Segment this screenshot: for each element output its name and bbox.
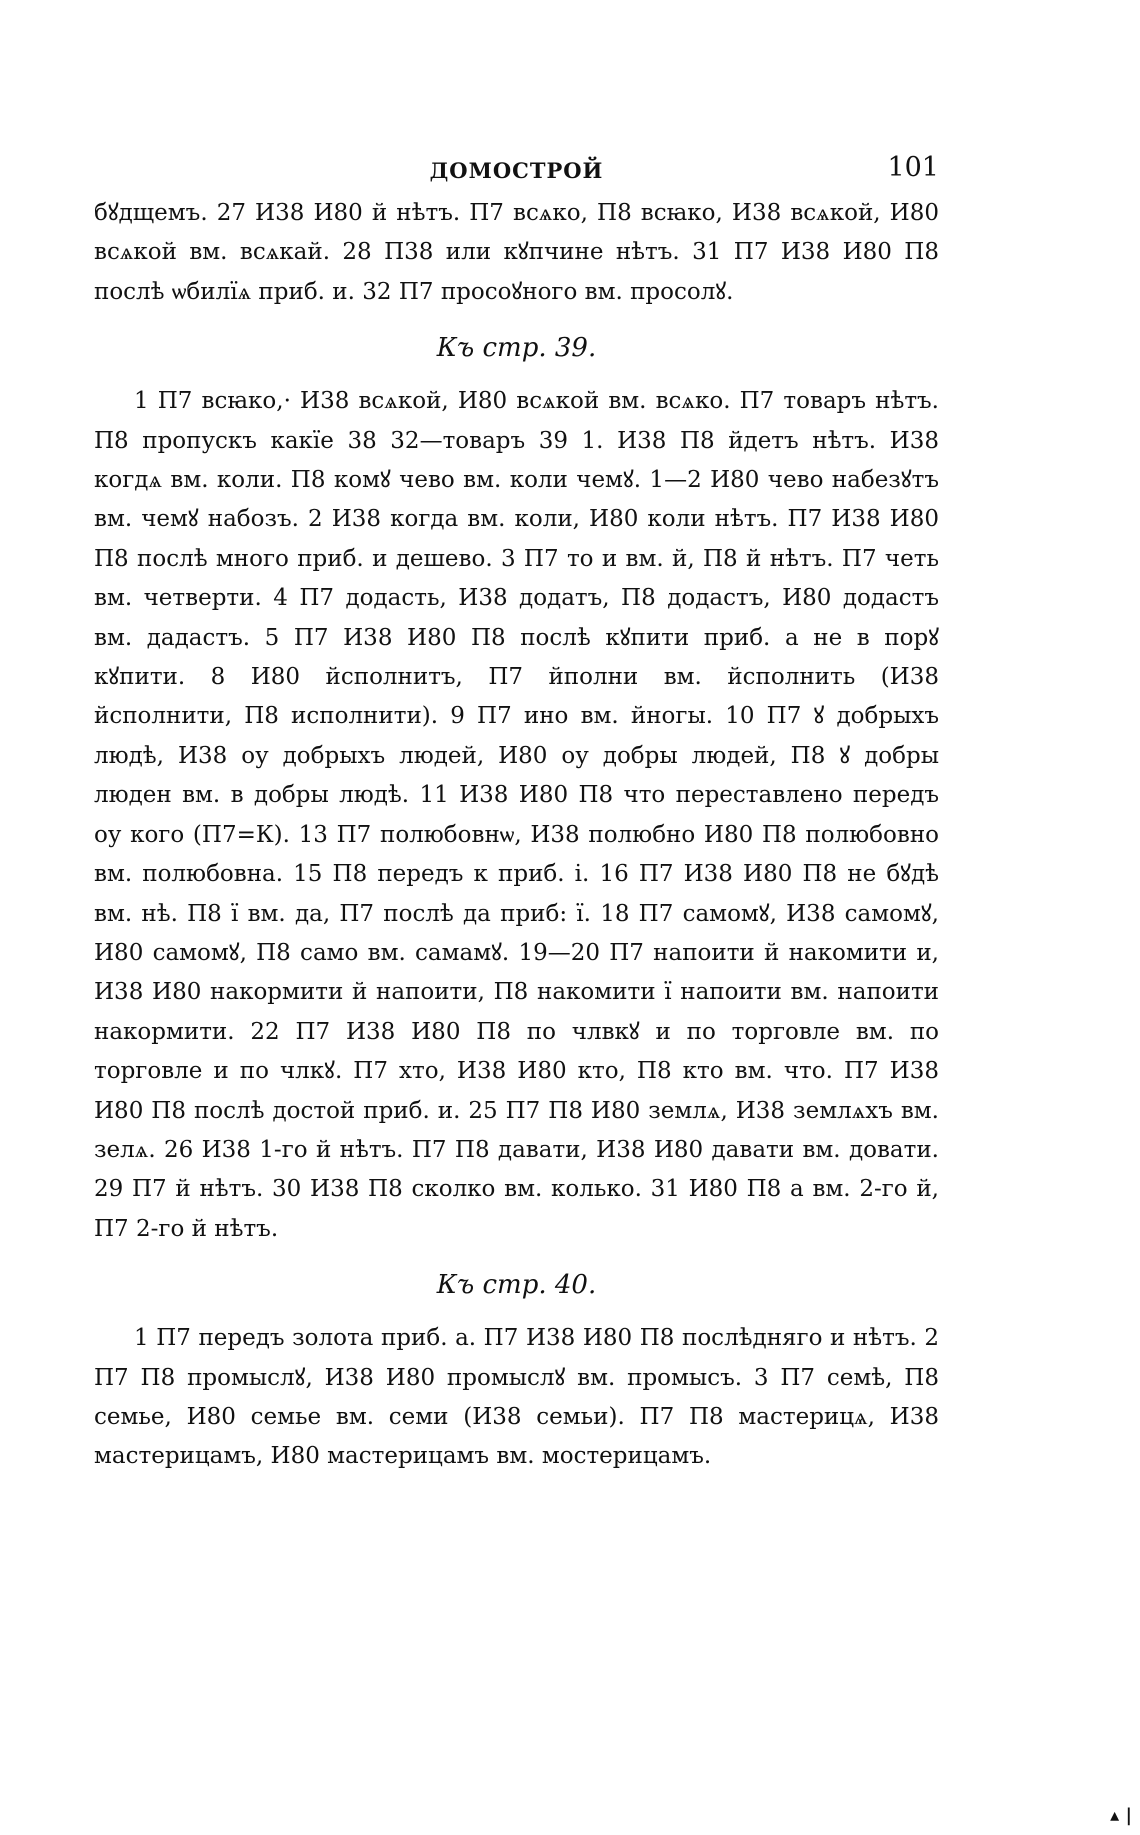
document-page (94, 150, 939, 1477)
section-text-page-39: 1 П7 всꙗко,· И38 всѧкой, И80 всѧкой вм. всѧко. П7 товаръ нѣтъ. П8 пропускъ какїе 38 32—товаръ 39 1. И38 П8 йдетъ нѣтъ. И38 когдѧ вм. коли. П8 комꙋ чево вм. коли чемꙋ. 1—2 И80 чево набезꙋтъ вм. чемꙋ набозъ. 2 И38 когда вм. коли, И80 коли нѣтъ. П7 И38 И80 П8 послѣ много приб. и дешево. 3 П7 то и вм. й, П8 й нѣтъ. П7 четь вм. четверти. 4 П7 додасть, И38 додатъ, П8 додастъ, И80 додастъ вм. дадастъ. 5 П7 И38 И80 П8 послѣ кꙋпити приб. а не в порꙋ кꙋпити. 8 И80 йсполнитъ, П7 йполни вм. йсполнить (И38 йсполнити, П8 исполнити). 9 П7 ино вм. йногы. 10 П7 ꙋ добрыхъ людѣ, И38 оу добрыхъ людей, И80 оу добры людей, П8 ꙋ добры люден вм. в добры людѣ. 11 И38 И80 П8 что переставлено передъ оу кого (П7=К). 13 П7 полюбовнѡ, И38 полюбно И80 П8 полюбовно вм. полюбовна. 15 П8 передъ к приб. і. 16 П7 И38 И80 П8 не бꙋдѣ вм. нѣ. П8 ї вм. да, П7 послѣ да приб: ї. 18 П7 самомꙋ, И38 самомꙋ, И80 самомꙋ, П8 само вм. самамꙋ. 19—20 П7 напоити й накомити и, И38 И80 накормити й напоити, П8 накомити ї напоити вм. напоити накормити. 22 П7 И38 И80 П8 по члвкꙋ и по торговле вм. по торговле и по члкꙋ. П7 хто, И38 И80 кто, П8 кто вм. что. П7 И38 И80 П8 послѣ достой приб. и. 25 П7 П8 И80 землѧ, И38 землѧхъ вм. зелѧ. 26 И38 1-го й нѣтъ. П7 П8 давати, И38 И80 давати вм. довати. 29 П7 й нѣтъ. 30 И38 П8 сколко вм. колько. 31 И80 П8 а вм. 2-го й, П7 2-го й нѣтъ. (94, 388, 939, 1242)
section-text-page-40: 1 П7 передъ золота приб. а. П7 И38 И80 П8 послѣдняго и нѣтъ. 2 П7 П8 промыслꙋ, И38 И80 промыслꙋ вм. промысъ. 3 П7 семѣ, П8 семье, И80 семье вм. семи (И38 семьи). П7 П8 мастерицѧ, И38 мастерицамъ, И80 мастерицамъ вм. мостерицамъ. (94, 1325, 939, 1470)
page-number: 101 (887, 152, 939, 183)
margin-marks: ▴ | (1110, 1805, 1132, 1826)
running-title: ДОМОСТРОЙ (429, 158, 604, 183)
running-header (94, 150, 939, 194)
intro-paragraph: бꙋдщемъ. 27 И38 И80 й нѣтъ. П7 всѧко, П8 всꙗко, И38 всѧкой, И80 всѧкой вм. всѧкай. 28 П38 или кꙋпчине нѣтъ. 31 П7 И38 И80 П8 послѣ ѡбилїѧ приб. и. 32 П7 просоꙋного вм. просолꙋ. (94, 200, 939, 305)
section-heading-page-39: Къ стр. 39. (436, 333, 597, 364)
body-text (94, 194, 939, 1477)
section-heading-page-40: Къ стр. 40. (436, 1270, 597, 1301)
